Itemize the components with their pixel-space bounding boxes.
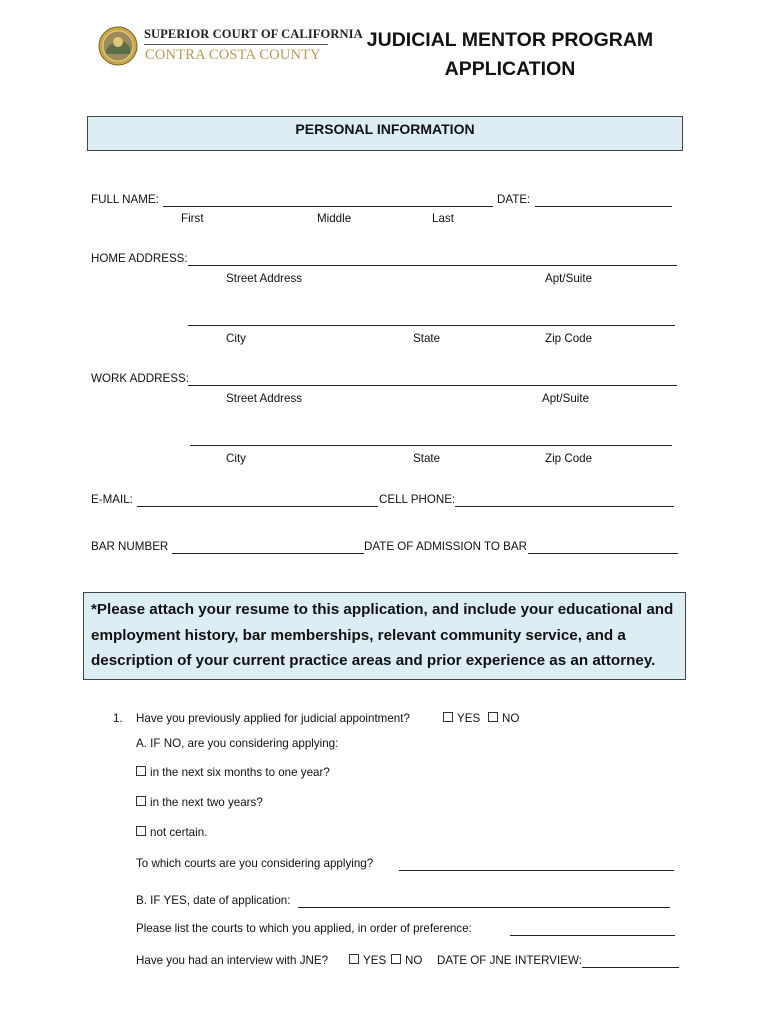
home-street-field[interactable] <box>188 265 677 266</box>
jne-no-label: NO <box>405 954 423 967</box>
jne-interview-date-label: DATE OF JNE INTERVIEW: <box>437 954 582 967</box>
checkbox-icon[interactable] <box>488 712 498 722</box>
q1a-option-not-certain[interactable] <box>136 826 207 839</box>
q1b-label: B. IF YES, date of application: <box>136 894 291 907</box>
checkbox-icon[interactable] <box>443 712 453 722</box>
q1a-option-six-months[interactable] <box>136 766 330 779</box>
jne-interview-label: Have you had an interview with JNE? <box>136 954 329 967</box>
list-courts-label: Please list the courts to which you applied, in order of preference: <box>136 922 472 935</box>
question1-text: Have you previously applied for judicial appointment? <box>136 712 410 725</box>
home-city-caption: City <box>226 332 246 345</box>
work-zip-caption: Zip Code <box>545 452 593 465</box>
q1-yes-label: YES <box>457 712 481 725</box>
q1a-option-two-years[interactable] <box>136 796 263 809</box>
q1a-option3-label: not certain. <box>150 826 208 839</box>
home-city-state-zip-field[interactable] <box>188 325 675 326</box>
work-address-label: WORK ADDRESS: <box>91 372 189 385</box>
work-city-caption: City <box>226 452 246 465</box>
court-name-divider <box>144 44 328 45</box>
work-street-caption: Street Address <box>226 392 303 405</box>
work-state-caption: State <box>413 452 441 465</box>
bar-number-field[interactable] <box>172 553 364 554</box>
court-seal-logo <box>98 26 138 66</box>
middle-name-caption: Middle <box>317 212 352 225</box>
q1-no-option[interactable] <box>488 712 519 725</box>
home-street-caption: Street Address <box>226 272 303 285</box>
checkbox-icon[interactable] <box>391 954 401 964</box>
court-name-line2: CONTRA COSTA COUNTY <box>145 47 321 63</box>
home-state-caption: State <box>413 332 441 345</box>
home-address-label: HOME ADDRESS: <box>91 252 188 265</box>
section-title: PERSONAL INFORMATION <box>295 121 475 137</box>
bar-number-label: BAR NUMBER <box>91 540 169 553</box>
form-title-line1: JUDICIAL MENTOR PROGRAM <box>366 29 654 51</box>
admission-date-field[interactable] <box>528 553 678 554</box>
jne-interview-date-field[interactable] <box>582 967 679 968</box>
checkbox-icon[interactable] <box>349 954 359 964</box>
jne-no-option[interactable] <box>391 954 422 967</box>
checkbox-icon[interactable] <box>136 796 146 806</box>
email-label: E-MAIL: <box>91 493 133 506</box>
which-courts-label: To which courts are you considering applying? <box>136 857 374 870</box>
q1a-label: A. IF NO, are you considering applying: <box>136 737 339 750</box>
q1a-option1-label: in the next six months to one year? <box>150 766 330 779</box>
resume-note-text: *Please attach your resume to this application, and include your educational and employment history, bar memberships, relevant community service, and a description of your current practice areas and prior experience as an attorney. <box>91 601 674 669</box>
date-field[interactable] <box>535 206 672 207</box>
form-title-line2: APPLICATION <box>444 58 576 80</box>
home-zip-caption: Zip Code <box>545 332 593 345</box>
full-name-field[interactable] <box>163 206 493 207</box>
which-courts-field[interactable] <box>399 870 674 871</box>
jne-yes-option[interactable] <box>349 954 386 967</box>
work-street-field[interactable] <box>188 385 677 386</box>
work-apt-caption: Apt/Suite <box>542 392 590 405</box>
email-field[interactable] <box>137 506 378 507</box>
cell-phone-label: CELL PHONE: <box>379 493 456 506</box>
first-name-caption: First <box>181 212 204 225</box>
full-name-label: FULL NAME: <box>91 193 159 206</box>
list-courts-field[interactable] <box>510 935 675 936</box>
last-name-caption: Last <box>432 212 454 225</box>
resume-note-box <box>83 592 686 680</box>
cell-phone-field[interactable] <box>455 506 674 507</box>
q1-no-label: NO <box>502 712 520 725</box>
work-city-state-zip-field[interactable] <box>190 445 672 446</box>
checkbox-icon[interactable] <box>136 766 146 776</box>
application-date-field[interactable] <box>298 907 670 908</box>
q1-yes-option[interactable] <box>443 712 480 725</box>
q1a-option2-label: in the next two years? <box>150 796 263 809</box>
section-header-box <box>87 116 683 151</box>
court-name-line1: SUPERIOR COURT OF CALIFORNIA <box>144 27 363 41</box>
jne-yes-label: YES <box>363 954 387 967</box>
question-number: 1. <box>113 712 123 725</box>
admission-date-label: DATE OF ADMISSION TO BAR <box>364 540 527 553</box>
checkbox-icon[interactable] <box>136 826 146 836</box>
home-apt-caption: Apt/Suite <box>545 272 593 285</box>
date-label: DATE: <box>497 193 531 206</box>
form-title <box>360 26 660 84</box>
